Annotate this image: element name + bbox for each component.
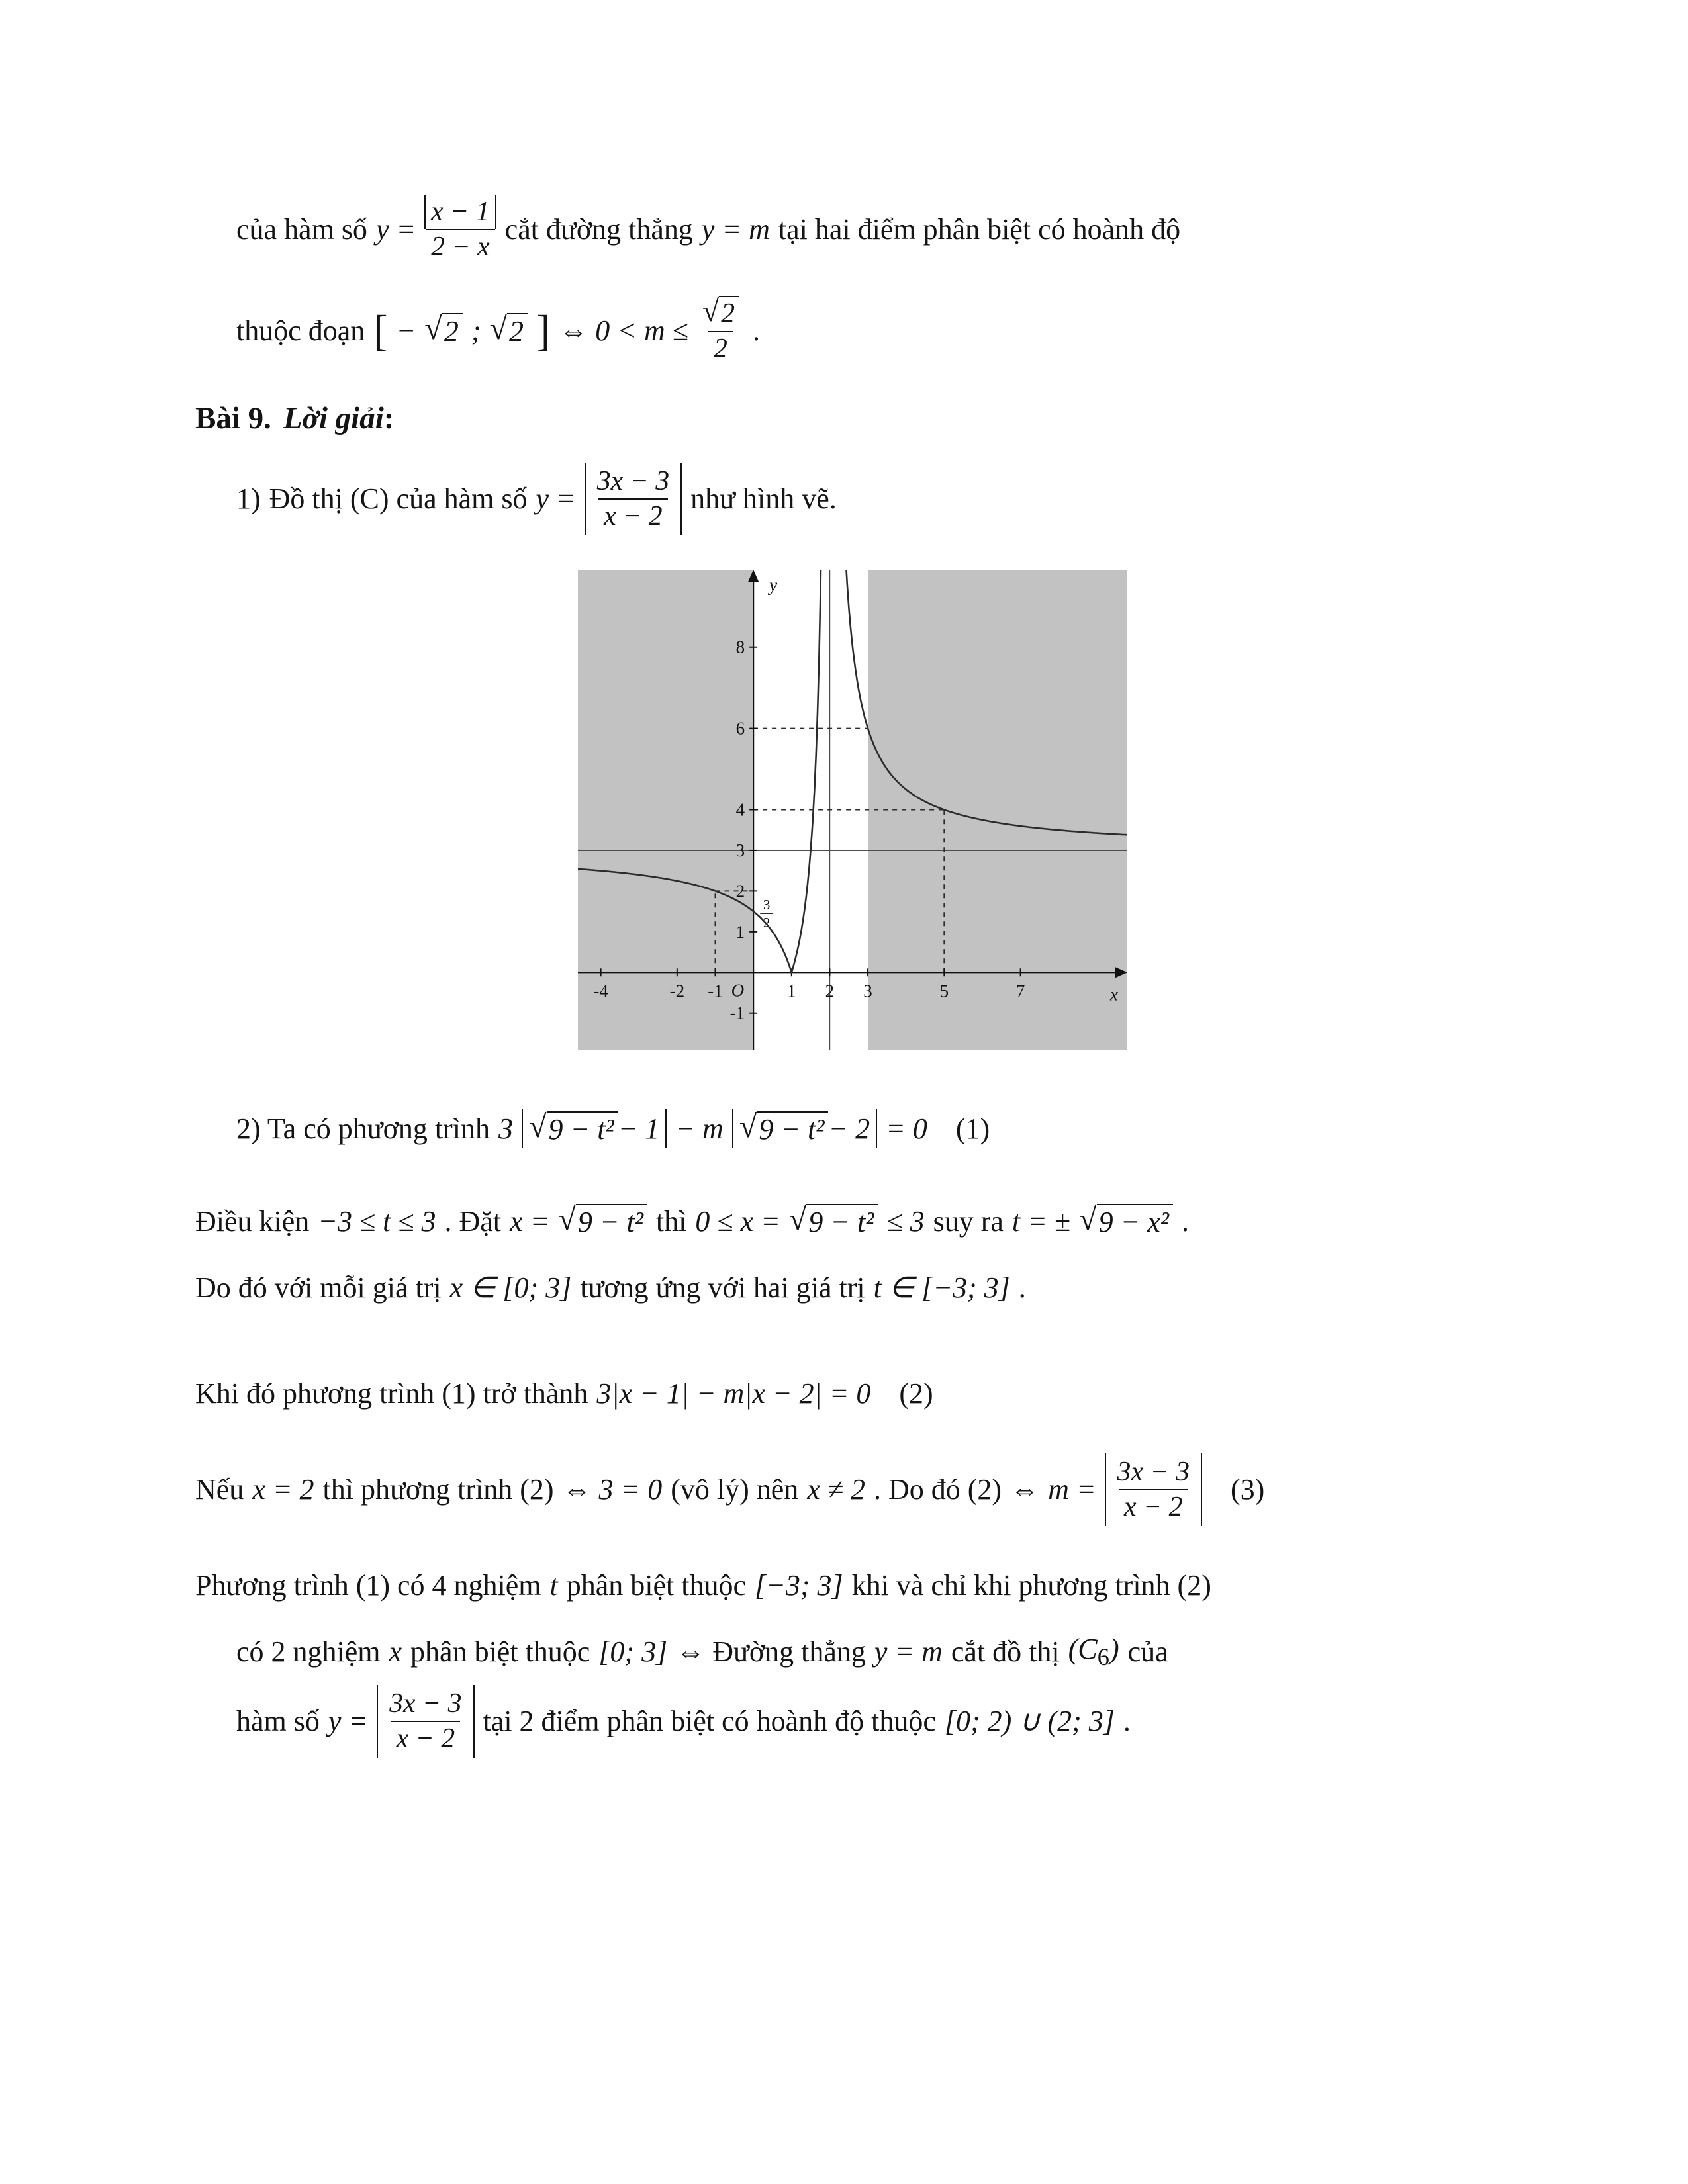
separator: ; — [471, 314, 481, 347]
x-tick-label: -2 — [669, 981, 684, 1001]
text: có 2 nghiệm — [236, 1635, 381, 1668]
text: . — [1018, 1271, 1026, 1304]
function-graph-figure — [195, 570, 1509, 1050]
text: thì — [655, 1205, 687, 1238]
math: ⇔ 3 = 0 — [562, 1473, 663, 1506]
curve-name — [1068, 1632, 1119, 1671]
absolute-value — [522, 1109, 667, 1148]
math: ) — [1109, 1633, 1119, 1666]
equation-tag: (2) — [899, 1377, 933, 1410]
x-tick-label: -1 — [707, 981, 723, 1001]
numerator: 3x − 3 — [1117, 1456, 1190, 1487]
numerator: 3x − 3 — [389, 1688, 462, 1719]
sqrt-radicand: 9 − t² — [757, 1111, 828, 1146]
x-tick-label: 2 — [825, 981, 834, 1001]
x-tick-label: 5 — [939, 981, 949, 1001]
text: hàm số — [236, 1705, 320, 1738]
fraction — [697, 293, 744, 366]
fraction — [424, 195, 496, 264]
denominator: x − 2 — [391, 1721, 461, 1756]
coefficient: 3 — [498, 1113, 513, 1146]
solution-part-1 — [236, 463, 1509, 535]
sqrt — [424, 313, 463, 348]
text: tại hai điểm phân biệt có hoành độ — [778, 213, 1181, 246]
math: = 0 — [886, 1113, 927, 1146]
absolute-value — [732, 1109, 877, 1148]
condition-line-1 — [195, 1189, 1509, 1255]
math: − m — [675, 1113, 724, 1146]
math: x ≠ 2 — [807, 1473, 865, 1506]
half-label-num: 3 — [763, 897, 770, 913]
text: của — [1127, 1635, 1168, 1668]
sqrt-sign: √ — [528, 1109, 547, 1145]
y-axis-label: y — [769, 574, 777, 595]
interval: [0; 2) ∪ (2; 3] — [944, 1705, 1115, 1738]
text: tương ứng với hai giá trị — [580, 1271, 865, 1304]
sqrt-sign: √ — [489, 311, 508, 347]
sqrt — [789, 1204, 878, 1239]
math: x = 2 — [252, 1473, 314, 1506]
text: . — [1181, 1205, 1189, 1238]
section-heading — [195, 400, 1509, 436]
minus-sign: − — [396, 314, 416, 347]
origin-label: O — [731, 980, 744, 1001]
math: y = — [328, 1705, 369, 1738]
text: 2) Ta có phương trình — [236, 1113, 490, 1146]
math: 3|x − 1| − m|x − 2| = 0 — [596, 1377, 871, 1410]
heading-title-group — [283, 400, 395, 436]
conclusion-line-2 — [236, 1619, 1509, 1685]
text: Do đó với mỗi giá trị — [195, 1271, 442, 1304]
math: y = m — [701, 213, 770, 246]
text: của hàm số — [236, 213, 367, 246]
text: cắt đồ thị — [951, 1635, 1060, 1668]
math: x ∈ [0; 3] — [449, 1271, 572, 1304]
problem-number: Bài 9. — [195, 400, 271, 435]
math: x = — [510, 1205, 550, 1238]
math: y = — [375, 213, 416, 246]
graph-canvas — [578, 570, 1127, 1050]
math: ⇔ 0 < m ≤ — [559, 314, 688, 347]
sqrt-radicand: 2 — [507, 313, 528, 348]
x-tick-label: -4 — [592, 981, 608, 1001]
iff-symbol: ⇔ — [1010, 1473, 1040, 1506]
text: phân biệt thuộc — [410, 1635, 590, 1668]
y-tick-label: -1 — [729, 1003, 745, 1023]
text: . Đặt — [444, 1205, 502, 1238]
heading-colon: : — [383, 400, 395, 435]
sqrt — [1079, 1204, 1173, 1239]
condition-paragraph — [195, 1189, 1509, 1321]
math: ≤ 3 — [886, 1205, 925, 1238]
sqrt-sign: √ — [424, 311, 442, 347]
subscript: 6 — [1097, 1643, 1109, 1671]
numerator: x − 1 — [424, 195, 496, 229]
text: Đồ thị (C) của hàm số — [269, 482, 528, 516]
sqrt-radicand: 9 − x² — [1097, 1204, 1173, 1239]
text: Điều kiện — [195, 1205, 310, 1238]
sqrt-sign: √ — [702, 293, 720, 328]
sqrt-radicand: 2 — [719, 296, 739, 331]
conclusion-line-1 — [195, 1553, 1509, 1619]
math: y = m — [874, 1635, 943, 1668]
shaded-region — [578, 570, 753, 1050]
list-marker: 1) — [236, 482, 261, 516]
sqrt-sign: √ — [788, 1202, 807, 1238]
x-axis-label: x — [1109, 984, 1118, 1005]
conclusion-line-3 — [236, 1685, 1509, 1758]
text: suy ra — [933, 1205, 1004, 1238]
interval: [−3; 3] — [755, 1569, 843, 1602]
carryover-paragraph — [195, 195, 1509, 366]
absolute-value — [377, 1685, 474, 1758]
y-tick-label: 2 — [735, 881, 745, 901]
math: m = — [1048, 1473, 1096, 1506]
condition-line-2 — [195, 1255, 1509, 1321]
y-tick-label: 4 — [735, 799, 745, 820]
absolute-value — [1105, 1453, 1202, 1526]
half-label-den: 2 — [763, 915, 770, 931]
math: t = ± — [1011, 1205, 1070, 1238]
carryover-line-2 — [236, 293, 1509, 366]
numerator — [697, 293, 744, 331]
x-tick-label: 3 — [863, 981, 872, 1001]
text: (vô lý) nên — [671, 1473, 799, 1506]
text: . — [753, 314, 761, 347]
sqrt-sign: √ — [1079, 1202, 1097, 1238]
text: tại 2 điểm phân biệt có hoành độ thuộc — [483, 1705, 936, 1738]
x-tick-label: 1 — [786, 981, 796, 1001]
shaded-region — [868, 570, 1127, 1050]
denominator: x − 2 — [1119, 1489, 1188, 1524]
text: . — [1123, 1705, 1131, 1738]
text: ⇔ Đường thẳng — [676, 1635, 866, 1668]
equation-3-line — [195, 1453, 1509, 1526]
denominator: x − 2 — [598, 498, 668, 533]
right-bracket: ] — [536, 306, 551, 355]
carryover-line-1 — [236, 195, 1509, 264]
text: Nếu — [195, 1473, 244, 1506]
equation-tag: (3) — [1231, 1473, 1265, 1506]
text: khi và chỉ khi phương trình (2) — [851, 1569, 1211, 1602]
interval: [0; 3] — [598, 1635, 668, 1668]
math: 0 ≤ x = — [695, 1205, 780, 1238]
variable: t — [549, 1569, 558, 1602]
x-tick-label: 7 — [1015, 981, 1025, 1001]
sqrt-radicand: 9 − t² — [576, 1204, 647, 1239]
sqrt — [558, 1204, 647, 1239]
math: − 1 — [618, 1113, 660, 1146]
text: Phương trình (1) có 4 nghiệm — [195, 1569, 541, 1602]
sqrt — [489, 313, 528, 348]
fraction — [1112, 1455, 1195, 1524]
math: − 2 — [828, 1113, 870, 1146]
text: như hình vẽ. — [690, 482, 837, 516]
y-tick-label: 6 — [735, 718, 745, 739]
denominator: 2 − x — [426, 229, 495, 264]
text: phân biệt thuộc — [566, 1569, 746, 1602]
math: t ∈ [−3; 3] — [873, 1271, 1010, 1304]
sqrt-sign: √ — [558, 1202, 576, 1238]
sqrt-sign: √ — [739, 1109, 757, 1145]
text: Khi đó phương trình (1) trở thành — [195, 1377, 588, 1410]
fraction — [384, 1687, 467, 1756]
absolute-value — [585, 463, 682, 535]
equation-2-line — [195, 1361, 1509, 1427]
equation-1-line — [236, 1096, 1509, 1162]
sqrt — [702, 293, 739, 331]
left-bracket: [ — [373, 306, 388, 355]
variable: x — [389, 1635, 402, 1668]
heading-title: Lời giải — [283, 400, 384, 435]
math: −3 ≤ t ≤ 3 — [318, 1205, 436, 1238]
sqrt-radicand: 9 − t² — [547, 1111, 618, 1146]
sqrt — [739, 1111, 829, 1146]
y-tick-label: 1 — [735, 921, 745, 942]
text: thì phương trình (2) — [322, 1473, 554, 1506]
y-tick-label: 3 — [735, 840, 745, 860]
denominator: 2 — [708, 331, 733, 366]
numerator: 3x − 3 — [596, 465, 670, 496]
math: y = — [536, 482, 576, 516]
text: cắt đường thẳng — [504, 213, 693, 246]
text: thuộc đoạn — [236, 314, 365, 347]
sqrt-radicand: 2 — [442, 313, 463, 348]
math: (C — [1068, 1633, 1098, 1666]
sqrt-radicand: 9 − t² — [806, 1204, 878, 1239]
y-tick-label: 8 — [735, 637, 745, 657]
fraction — [592, 465, 675, 533]
text: . Do đó (2) — [873, 1473, 1002, 1506]
equation-tag: (1) — [955, 1113, 990, 1146]
sqrt — [529, 1111, 618, 1146]
conclusion-paragraph — [195, 1553, 1509, 1758]
